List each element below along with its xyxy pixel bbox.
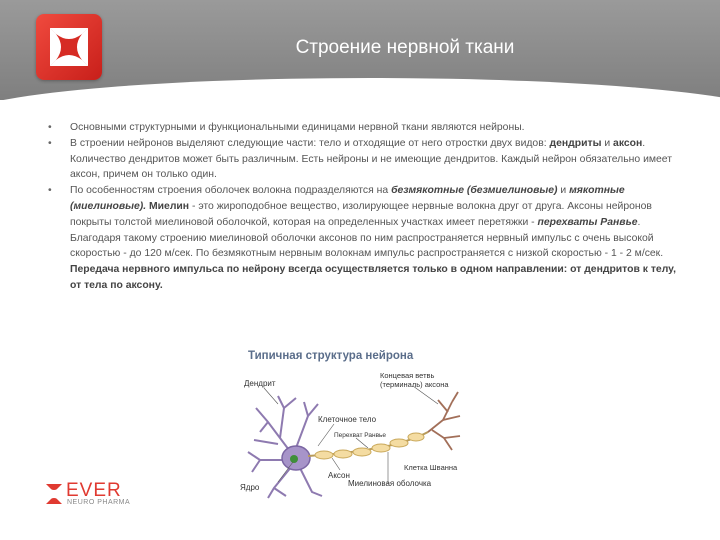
ever-logo-icon (44, 482, 64, 506)
nucleus (290, 455, 298, 463)
bullet-text: . Благодаря такому строению миелиновой оболочки аксонов по ним распространяется нервный импульс с очень высокой скоростью - до 120 м/сек. По безмякотным нервным волокнам импульс распространяется с низкой скоростью - 1 - 2 м/сек. (70, 216, 664, 260)
bullet-dot-icon: • (48, 185, 52, 197)
brand-name: EVER (66, 480, 122, 501)
bullet-item (48, 136, 680, 183)
label-myelin: Миелиновая оболочка (348, 479, 432, 488)
bullet-text: безмякотные (безмиелиновые) (391, 185, 558, 197)
label-ranvier: Перехват Ранвье (334, 432, 387, 439)
bullet-item (48, 120, 680, 136)
bullet-text: . Количество дендритов может быть различным. Есть нейроны и не имеющие дендритов. Каждый нейрон обязательно имеет аксон, причем он только один. (70, 137, 672, 181)
label-schwann: Клетка Шванна (404, 463, 458, 472)
bullet-text: - это жироподобное вещество, изолирующее нервные волокна друг от друга. Аксоны нейронов покрыты толстой миелиновой оболочкой, которая на определенных участках имеет перетяжки - (70, 200, 652, 228)
slide-title: Строение нервной ткани (295, 37, 515, 58)
bullet-dot-icon: • (48, 137, 52, 149)
label-cell-body: Клеточное тело (318, 415, 377, 424)
bullet-text: и отходящие от него (341, 137, 446, 149)
label-terminal: Концевая ветвь (терминаль) аксона (380, 371, 449, 389)
bullet-text: и (601, 137, 614, 149)
bullet-text: двух видов: (487, 137, 550, 149)
bullet-text: и (557, 185, 570, 197)
bullet-text: Передача нервного импульса по нейрону всегда осуществляется только в одном направлении: от дендритов к телу, от тела по аксону. (70, 264, 677, 291)
bullet-text: отростки (445, 137, 488, 149)
slide-body (48, 120, 680, 294)
brand-subtitle: NEURO PHARMA (67, 499, 131, 506)
brand-logo-icon (36, 14, 102, 80)
bullet-text: аксон (613, 137, 643, 149)
bullet-text: Миелин (149, 200, 190, 212)
bullet-dot-icon: • (48, 122, 52, 133)
brand-footer (44, 482, 154, 512)
bullet-text: дендриты (549, 137, 602, 149)
bullet-text: перехваты Ранвье (537, 216, 638, 228)
bullet-text: мякотные (миелиновые). (70, 185, 625, 212)
bullet-text: тело (319, 137, 342, 149)
bullet-text: По особенностям строения оболочек волокна подразделяются на (70, 185, 392, 197)
bullet-list (48, 120, 680, 294)
figure-title: Типичная структура нейрона (248, 350, 414, 362)
bullet-text: В строении нейронов выделяют следующие части: (70, 137, 320, 149)
label-dendrite: Дендрит (244, 379, 276, 388)
bullet-item (48, 183, 680, 294)
label-axon: Аксон (328, 471, 350, 480)
label-nucleus: Ядро (240, 483, 260, 492)
neuron-figure (238, 342, 490, 502)
bullet-text: Основными структурными и функциональными единицами нервной ткани являются нейроны. (70, 122, 525, 133)
